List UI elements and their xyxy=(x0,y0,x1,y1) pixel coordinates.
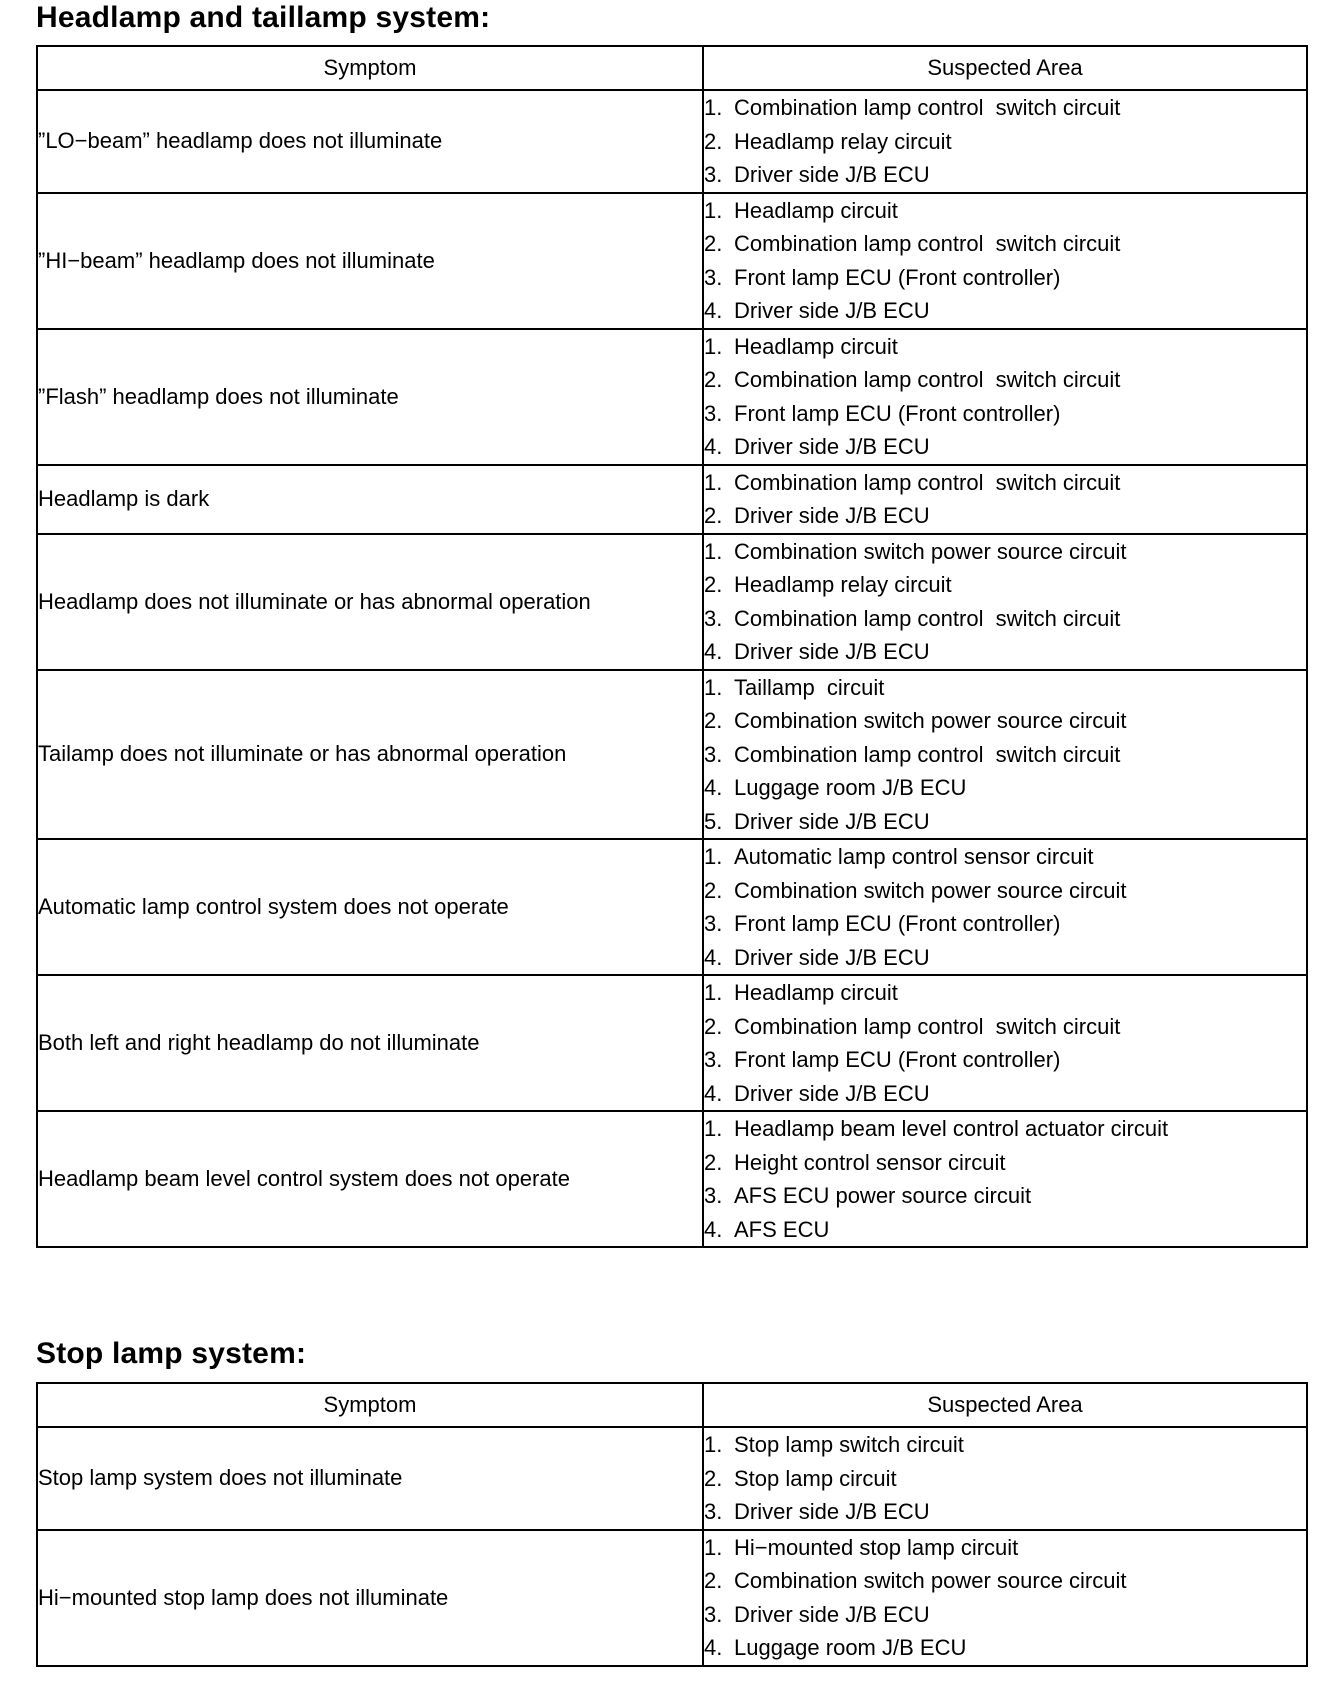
list-item-number: 2. xyxy=(704,1568,723,1593)
list-item-text: Driver side J/B ECU xyxy=(734,434,930,459)
list-item-text: Driver side J/B ECU xyxy=(734,1499,930,1524)
suspected-area-list xyxy=(704,671,1306,839)
list-item-number: 1. xyxy=(704,1534,723,1560)
symptom-cell: Tailamp does not illuminate or has abnormal operation xyxy=(37,670,703,840)
table-row xyxy=(37,193,1307,329)
list-item-number: 2. xyxy=(704,367,723,392)
list-item-number: 4. xyxy=(704,434,723,459)
list-item-text: Driver side J/B ECU xyxy=(734,639,930,664)
table-row xyxy=(37,534,1307,670)
list-item xyxy=(704,840,1306,874)
suspected-area-cell xyxy=(703,975,1307,1111)
suspected-area-cell xyxy=(703,1111,1307,1247)
list-item-text: Driver side J/B ECU xyxy=(734,944,930,970)
symptom-cell: Automatic lamp control system does not operate xyxy=(37,839,703,975)
list-item-number: 4. xyxy=(704,1216,723,1242)
symptom-cell: Hi−mounted stop lamp does not illuminate xyxy=(37,1530,703,1666)
list-item xyxy=(704,874,1306,908)
list-item-text: Combination lamp control switch circuit xyxy=(734,741,1121,767)
list-item-text: Automatic lamp control sensor circuit xyxy=(734,844,1094,869)
list-item-text: Front lamp ECU (Front controller) xyxy=(734,1047,1061,1072)
list-item-number: 3. xyxy=(704,162,723,187)
suspected-area-list xyxy=(704,466,1306,533)
symptom-cell: ”HI−beam” headlamp does not illuminate xyxy=(37,193,703,329)
symptom-column-header: Symptom xyxy=(37,46,703,90)
list-item xyxy=(704,125,1306,159)
list-item-number: 1. xyxy=(704,980,723,1005)
list-item xyxy=(704,1010,1306,1044)
list-item-text: AFS ECU power source circuit xyxy=(734,1183,1032,1208)
list-item-text: Headlamp circuit xyxy=(734,197,898,223)
suspected-area-column-header: Suspected Area xyxy=(703,1383,1307,1427)
list-item xyxy=(704,91,1306,125)
suspected-area-cell xyxy=(703,193,1307,329)
list-item-number: 1. xyxy=(704,844,723,869)
list-item-text: Headlamp relay circuit xyxy=(734,128,952,154)
list-item xyxy=(704,535,1306,569)
list-item-number: 3. xyxy=(704,741,723,767)
list-item-text: Driver side J/B ECU xyxy=(734,162,930,187)
section-title-headlamp-taillamp: Headlamp and taillamp system: xyxy=(36,1,491,34)
list-item xyxy=(704,1112,1306,1146)
list-item xyxy=(704,330,1306,364)
list-item-number: 1. xyxy=(704,197,723,223)
suspected-area-list xyxy=(704,535,1306,669)
list-item-number: 3. xyxy=(704,1499,723,1524)
table-row xyxy=(37,90,1307,193)
list-item-text: Combination switch power source circuit xyxy=(734,1568,1127,1593)
list-item-number: 4. xyxy=(704,1635,723,1660)
list-item xyxy=(704,1462,1306,1496)
list-item-text: Driver side J/B ECU xyxy=(734,1601,930,1627)
list-item-text: Driver side J/B ECU xyxy=(734,503,930,528)
list-item xyxy=(704,1564,1306,1598)
list-item-number: 4. xyxy=(704,1080,723,1106)
list-item-number: 1. xyxy=(704,333,723,359)
list-item xyxy=(704,363,1306,397)
list-item xyxy=(704,1179,1306,1213)
list-item-text: Driver side J/B ECU xyxy=(734,1080,930,1106)
list-item-number: 3. xyxy=(704,1047,723,1072)
list-item-number: 1. xyxy=(704,469,723,495)
symptom-column-header: Symptom xyxy=(37,1383,703,1427)
symptom-cell: Headlamp does not illuminate or has abnormal operation xyxy=(37,534,703,670)
list-item-text: Combination lamp control switch circuit xyxy=(734,231,1121,256)
list-item-text: Headlamp circuit xyxy=(734,980,898,1005)
table-body xyxy=(37,90,1307,1247)
list-item-number: 2. xyxy=(704,503,723,528)
list-item xyxy=(704,466,1306,500)
list-item-number: 4. xyxy=(704,639,723,664)
suspected-area-cell xyxy=(703,465,1307,534)
suspected-area-column-header: Suspected Area xyxy=(703,46,1307,90)
list-item xyxy=(704,976,1306,1010)
list-item-number: 2. xyxy=(704,708,723,733)
list-item xyxy=(704,635,1306,669)
list-item-number: 3. xyxy=(704,1183,723,1208)
suspected-area-cell xyxy=(703,329,1307,465)
headlamp-taillamp-table xyxy=(36,45,1308,1248)
list-item-text: Combination switch power source circuit xyxy=(734,538,1127,564)
list-item-text: Front lamp ECU (Front controller) xyxy=(734,264,1061,290)
list-item-text: Combination lamp control switch circuit xyxy=(734,95,1121,120)
list-item-number: 2. xyxy=(704,1149,723,1175)
list-item-number: 1. xyxy=(704,1116,723,1141)
list-item-text: Hi−mounted stop lamp circuit xyxy=(734,1534,1019,1560)
suspected-area-cell xyxy=(703,839,1307,975)
list-item-text: Luggage room J/B ECU xyxy=(734,1635,967,1660)
suspected-area-list xyxy=(704,194,1306,328)
list-item-number: 3. xyxy=(704,400,723,426)
list-item-number: 4. xyxy=(704,298,723,323)
list-item xyxy=(704,294,1306,328)
suspected-area-cell xyxy=(703,1427,1307,1530)
list-item xyxy=(704,738,1306,772)
table-row xyxy=(37,975,1307,1111)
list-item xyxy=(704,1077,1306,1111)
suspected-area-list xyxy=(704,840,1306,974)
suspected-area-list xyxy=(704,976,1306,1110)
list-item-text: Headlamp relay circuit xyxy=(734,572,952,597)
list-item xyxy=(704,397,1306,431)
suspected-area-list xyxy=(704,91,1306,192)
list-item-number: 2. xyxy=(704,231,723,256)
list-item-text: Combination switch power source circuit xyxy=(734,708,1127,733)
list-item-number: 2. xyxy=(704,1013,723,1039)
list-item-number: 5. xyxy=(704,808,723,834)
list-item xyxy=(704,158,1306,192)
list-item xyxy=(704,1043,1306,1077)
list-item-number: 1. xyxy=(704,95,723,120)
list-item-text: Headlamp circuit xyxy=(734,333,898,359)
list-item xyxy=(704,771,1306,805)
list-item-text: Taillamp circuit xyxy=(734,674,885,700)
list-item xyxy=(704,430,1306,464)
list-item-text: Stop lamp switch circuit xyxy=(734,1432,964,1457)
list-item-text: Front lamp ECU (Front controller) xyxy=(734,911,1061,936)
list-item-number: 1. xyxy=(704,538,723,564)
list-item xyxy=(704,499,1306,533)
list-item-number: 3. xyxy=(704,1601,723,1627)
list-item-text: Driver side J/B ECU xyxy=(734,808,930,834)
list-item xyxy=(704,1631,1306,1665)
list-item-text: Combination lamp control switch circuit xyxy=(734,1013,1121,1039)
table-row xyxy=(37,465,1307,534)
list-item xyxy=(704,1598,1306,1632)
symptom-cell: Stop lamp system does not illuminate xyxy=(37,1427,703,1530)
table-header-row xyxy=(37,1383,1307,1427)
suspected-area-cell xyxy=(703,670,1307,840)
list-item-text: Combination lamp control switch circuit xyxy=(734,605,1121,631)
list-item-number: 2. xyxy=(704,1465,723,1491)
symptom-cell: ”LO−beam” headlamp does not illuminate xyxy=(37,90,703,193)
list-item xyxy=(704,261,1306,295)
symptom-cell: Headlamp beam level control system does not operate xyxy=(37,1111,703,1247)
list-item-text: AFS ECU xyxy=(734,1216,830,1242)
list-item-number: 1. xyxy=(704,674,723,700)
suspected-area-cell xyxy=(703,534,1307,670)
table-row xyxy=(37,1111,1307,1247)
list-item xyxy=(704,1146,1306,1180)
list-item-number: 2. xyxy=(704,572,723,597)
table-row xyxy=(37,839,1307,975)
suspected-area-list xyxy=(704,1531,1306,1665)
table-row xyxy=(37,329,1307,465)
list-item xyxy=(704,671,1306,705)
suspected-area-list xyxy=(704,330,1306,464)
list-item-text: Combination lamp control switch circuit xyxy=(734,469,1121,495)
list-item-text: Stop lamp circuit xyxy=(734,1465,897,1491)
list-item-number: 4. xyxy=(704,944,723,970)
list-item-text: Luggage room J/B ECU xyxy=(734,775,967,800)
list-item-text: Front lamp ECU (Front controller) xyxy=(734,400,1061,426)
list-item xyxy=(704,805,1306,839)
suspected-area-cell xyxy=(703,90,1307,193)
table-row xyxy=(37,670,1307,840)
symptom-cell: Both left and right headlamp do not illuminate xyxy=(37,975,703,1111)
list-item-number: 2. xyxy=(704,128,723,154)
list-item-number: 4. xyxy=(704,775,723,800)
table-header-row xyxy=(37,46,1307,90)
list-item xyxy=(704,568,1306,602)
list-item xyxy=(704,602,1306,636)
table-row xyxy=(37,1427,1307,1530)
list-item xyxy=(704,1213,1306,1247)
symptom-cell: Headlamp is dark xyxy=(37,465,703,534)
suspected-area-list xyxy=(704,1112,1306,1246)
list-item xyxy=(704,1428,1306,1462)
list-item xyxy=(704,1495,1306,1529)
section-title-stop-lamp: Stop lamp system: xyxy=(36,1337,307,1370)
suspected-area-list xyxy=(704,1428,1306,1529)
table-body xyxy=(37,1427,1307,1666)
list-item-text: Combination switch power source circuit xyxy=(734,877,1127,903)
list-item-number: 3. xyxy=(704,911,723,936)
list-item xyxy=(704,194,1306,228)
list-item-text: Headlamp beam level control actuator circuit xyxy=(734,1116,1169,1141)
list-item xyxy=(704,907,1306,941)
list-item xyxy=(704,704,1306,738)
list-item-number: 3. xyxy=(704,264,723,290)
list-item-text: Driver side J/B ECU xyxy=(734,298,930,323)
stop-lamp-table xyxy=(36,1382,1308,1667)
list-item-number: 1. xyxy=(704,1432,723,1457)
list-item-number: 2. xyxy=(704,877,723,903)
table-row xyxy=(37,1530,1307,1666)
list-item-text: Height control sensor circuit xyxy=(734,1149,1006,1175)
symptom-cell: ”Flash” headlamp does not illuminate xyxy=(37,329,703,465)
list-item xyxy=(704,941,1306,975)
suspected-area-cell xyxy=(703,1530,1307,1666)
list-item xyxy=(704,1531,1306,1565)
list-item-text: Combination lamp control switch circuit xyxy=(734,367,1121,392)
list-item xyxy=(704,227,1306,261)
list-item-number: 3. xyxy=(704,605,723,631)
